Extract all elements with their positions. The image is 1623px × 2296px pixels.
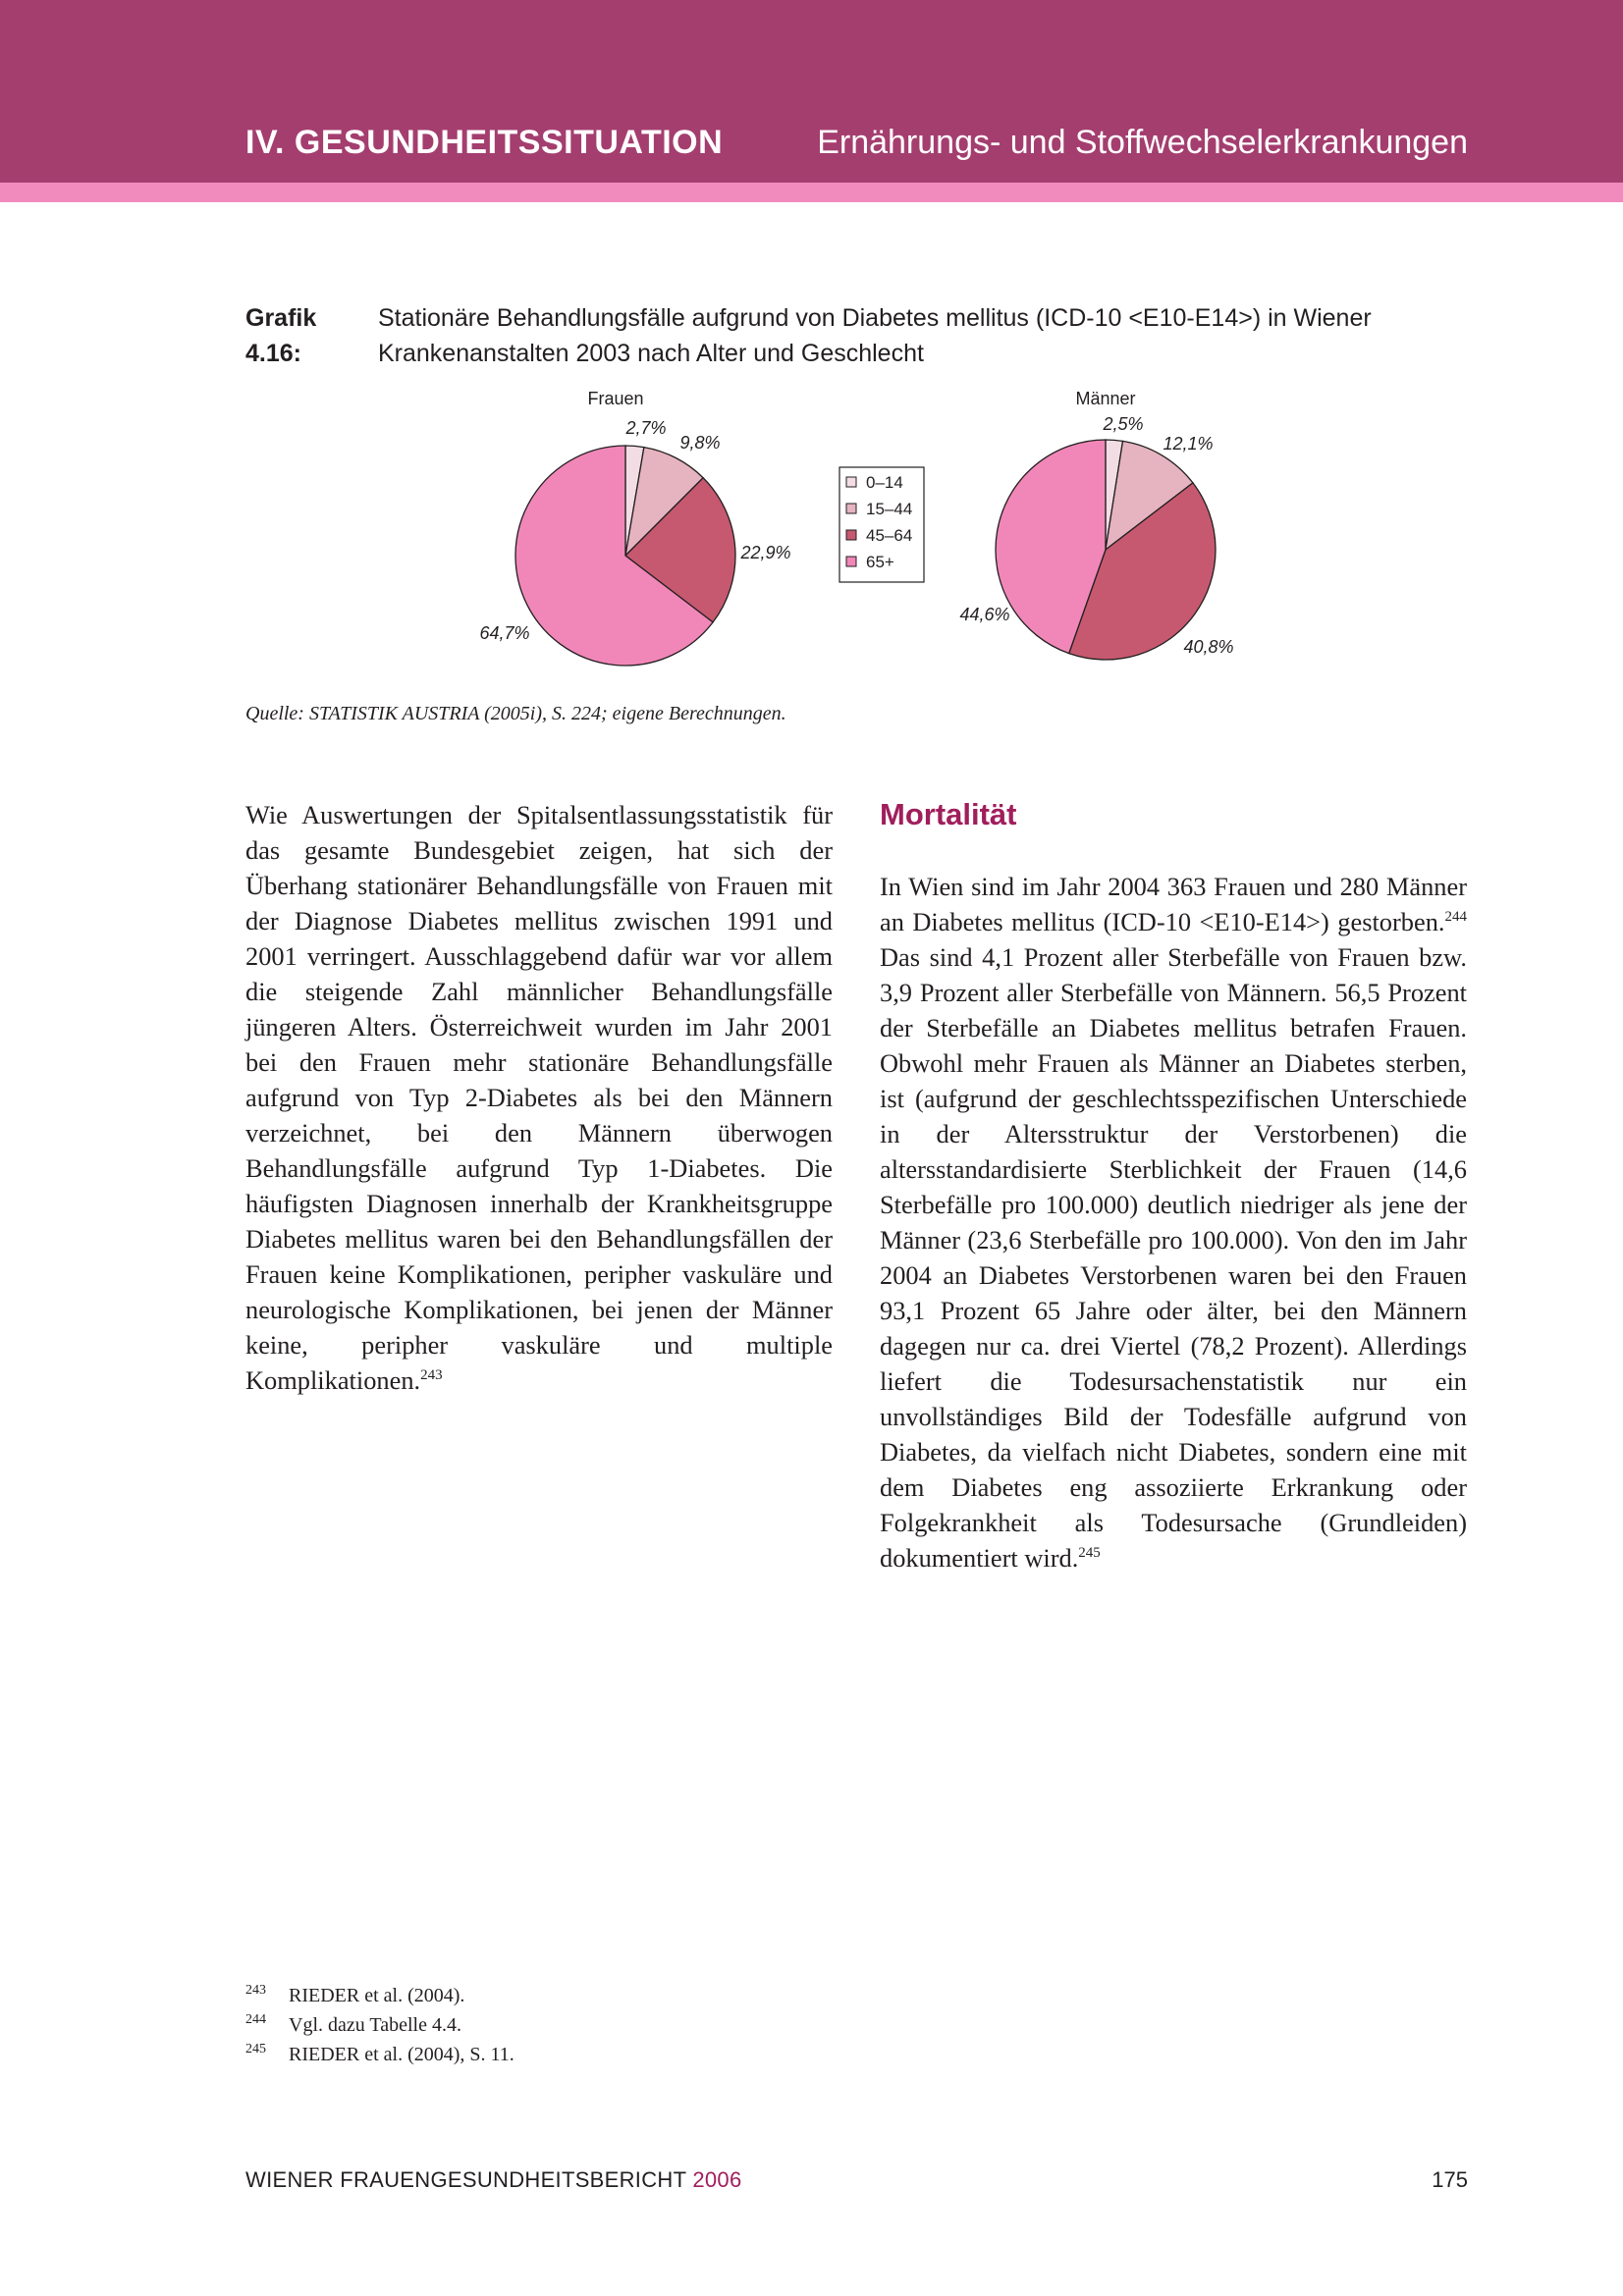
legend-swatch-15-44 <box>846 504 856 513</box>
label-maenner-65plus: 44,6% <box>959 605 1010 624</box>
figure-label: Grafik 4.16: <box>245 304 317 367</box>
label-maenner-0-14: 2,5% <box>1103 414 1144 434</box>
pie-maenner <box>996 440 1216 660</box>
footnote-ref-244: 244 <box>1444 909 1467 926</box>
footnote-number: 243 <box>245 1983 266 1998</box>
footnote-item <box>245 2040 514 2069</box>
footnote-item <box>245 2010 514 2040</box>
label-frauen-0-14: 2,7% <box>625 418 667 438</box>
chart-title-maenner: Männer <box>1075 389 1136 408</box>
legend-swatch-45-64 <box>846 530 856 540</box>
legend-swatch-65plus <box>846 557 856 566</box>
body-right-text-1: In Wien sind im Jahr 2004 363 Frauen und 280 Männer an Diabetes mellitus (ICD-10 <E10-E14>) gestorben. <box>880 872 1467 936</box>
legend-label-0-14: 0–14 <box>866 473 903 492</box>
footnote-item <box>245 1981 514 2010</box>
figure-caption-text: Stationäre Behandlungsfälle aufgrund von Diabetes mellitus (ICD-10 <E10-E14>) in Wiener Krankenanstalten 2003 nach Alter und Geschlecht <box>378 304 1372 367</box>
pie-charts <box>0 0 1623 712</box>
footer-title <box>245 2167 742 2193</box>
footnote-text: Vgl. dazu Tabelle 4.4. <box>289 2014 461 2036</box>
chart-legend <box>839 467 924 582</box>
footer-year: 2006 <box>692 2167 742 2192</box>
figure-source: Quelle: STATISTIK AUSTRIA (2005i), S. 224; eigene Berechnungen. <box>245 703 786 724</box>
body-right-column <box>880 869 1467 1575</box>
legend-label-45-64: 45–64 <box>866 526 913 545</box>
pie-frauen <box>515 446 735 666</box>
footnote-text: RIEDER et al. (2004), S. 11. <box>289 2044 514 2065</box>
footnote-number: 245 <box>245 2042 266 2056</box>
body-left-paragraph: Wie Auswertungen der Spitalsentlassungsstatistik für das gesamte Bundesgebiet zeigen, hat sich der Überhang stationärer Behandlungsfälle von Frauen mit der Diagnose Diabetes mellitus zwischen 1991 und 2001 verringert. Ausschlaggebend dafür war vor allem die steigende Zahl männlicher Behandlungsfälle jüngeren Alters. Österreichweit wurden im Jahr 2001 bei den Frauen mehr stationäre Behandlungsfälle aufgrund von Typ 2-Diabetes als bei den Männern verzeichnet, bei den Männern überwogen Behandlungsfälle aufgrund Typ 1-Diabetes. Die häufigsten Diagnosen innerhalb der Krankheitsgruppe Diabetes mellitus waren bei den Behandlungsfällen der Frauen keine Komplikationen, peripher vaskuläre und neurologische Komplikationen, bei jenen der Männer keine, peripher vaskuläre und multiple Komplikationen. <box>245 800 833 1395</box>
footnote-number: 244 <box>245 2012 266 2027</box>
footnote-text: RIEDER et al. (2004). <box>289 1985 465 2006</box>
page-number: 175 <box>1432 2167 1468 2192</box>
section-heading-mortalitaet: Mortalität <box>880 797 1017 831</box>
pie-chart-svg <box>0 0 1623 707</box>
section-title: IV. GESUNDHEITSSITUATION <box>245 124 724 161</box>
label-maenner-45-64: 40,8% <box>1183 637 1234 657</box>
body-right-text-2: Das sind 4,1 Prozent aller Sterbefälle von Frauen bzw. 3,9 Prozent aller Sterbefälle von Männern. 56,5 Prozent der Sterbefälle an Diabetes mellitus betrafen Frauen. Obwohl mehr Frauen als Männer an Diabetes sterben, ist (aufgrund der geschlechtsspezifischen Unterschiede in der Altersstruktur der Verstorbenen) die altersstandardisierte Sterblichkeit der Frauen (14,6 Sterbefälle pro 100.000) deutlich niedriger als jene der Männer (23,6 Sterbefälle pro 100.000). Von den im Jahr 2004 an Diabetes Verstorbenen waren bei den Frauen 93,1 Prozent 65 Jahre oder älter, bei den Männern dagegen nur ca. drei Viertel (78,2 Prozent). Allerdings liefert die Todesursachenstatistik nur ein unvollständiges Bild der Todesfälle aufgrund von Diabetes, da vielfach nicht Diabetes, sondern eine mit dem Diabetes eng assoziierte Erkrankung oder Folgekrankheit als Todesursache (Grundleiden) dokumentiert wird. <box>880 942 1467 1573</box>
chapter-title: Ernährungs- und Stoffwechselerkrankungen <box>817 124 1468 161</box>
footer-report-name: WIENER FRAUENGESUNDHEITSBERICHT <box>245 2167 686 2192</box>
footnote-ref-243: 243 <box>420 1367 443 1384</box>
label-maenner-15-44: 12,1% <box>1163 434 1214 454</box>
label-frauen-15-44: 9,8% <box>679 433 721 453</box>
chart-title-frauen: Frauen <box>587 389 644 408</box>
legend-swatch-0-14 <box>846 477 856 487</box>
label-frauen-45-64: 22,9% <box>740 543 791 562</box>
footnote-ref-245: 245 <box>1078 1545 1101 1562</box>
footnotes <box>245 1981 514 2069</box>
label-frauen-65plus: 64,7% <box>479 623 530 643</box>
body-left-column <box>245 797 833 1398</box>
legend-label-65plus: 65+ <box>866 553 894 571</box>
legend-label-15-44: 15–44 <box>866 500 913 518</box>
